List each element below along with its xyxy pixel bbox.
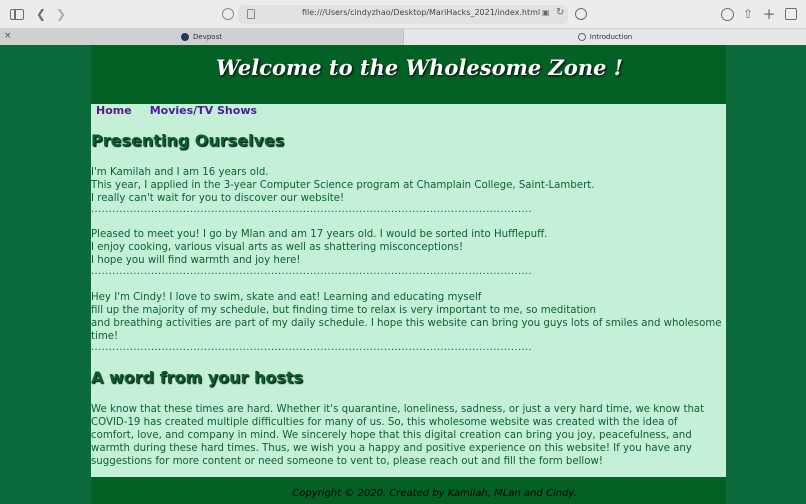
intro-line: I enjoy cooking, various visual arts as well as shattering misconceptions! xyxy=(91,242,464,253)
tab-devpost[interactable] xyxy=(0,29,403,45)
address-bar[interactable] xyxy=(238,5,568,24)
dotted-divider: ............................................................................................................................. xyxy=(91,266,533,277)
intro-line: I really can't wait for you to discover our website! xyxy=(91,193,345,204)
site-title: Welcome to the Wholesome Zone ! xyxy=(216,55,623,80)
tab-label: Introduction xyxy=(589,33,633,41)
back-icon[interactable]: ❮ xyxy=(35,7,47,21)
nav-link-movies-tv-shows[interactable]: Movies/TV Shows xyxy=(149,104,258,117)
intro-kamilah xyxy=(91,166,723,205)
intro-line: I'm Kamilah and I am 16 years old. xyxy=(91,167,269,178)
url-text[interactable]: file:///Users/cindyzhao/Desktop/MariHacks_2021/index.html xyxy=(302,8,541,17)
forward-icon[interactable]: ❯ xyxy=(55,7,67,21)
intro-line: fill up the majority of my schedule, but finding time to relax is very important to me, so meditation xyxy=(91,305,596,316)
intro-mlan xyxy=(91,228,723,267)
web-page xyxy=(0,45,806,504)
intro-line: Pleased to meet you! I go by Mlan and am 17 years old. I would be sorted into Hufflepuff. xyxy=(91,229,548,240)
history-clock-icon[interactable] xyxy=(573,6,589,22)
intro-line: I hope you will find warmth and joy here! xyxy=(91,255,301,266)
browser-toolbar xyxy=(0,0,806,29)
section-heading-presenting: Presenting Ourselves xyxy=(91,131,285,150)
copyright-text: Copyright © 2020. Created by Kamilah, MLan and Cindy. xyxy=(292,488,577,499)
privacy-shield-icon[interactable] xyxy=(220,6,236,22)
new-tab-icon[interactable]: + xyxy=(762,5,776,23)
download-icon[interactable] xyxy=(719,6,735,22)
tab-introduction[interactable] xyxy=(403,29,806,45)
site-footer xyxy=(91,477,726,504)
tab-overview-icon[interactable] xyxy=(783,6,799,22)
reload-icon[interactable]: ↻ xyxy=(556,7,565,18)
page-icon xyxy=(247,9,255,19)
translate-icon[interactable]: ▣ xyxy=(542,8,550,17)
devpost-favicon-icon xyxy=(181,33,189,41)
site-nav xyxy=(96,104,257,119)
intro-line: This year, I applied in the 3-year Computer Science program at Champlain College, Saint-Lambert. xyxy=(91,180,595,191)
site-header xyxy=(91,45,726,104)
content-area xyxy=(91,104,726,477)
sidebar-toggle-icon[interactable] xyxy=(10,9,24,20)
tab-label: Devpost xyxy=(193,33,222,41)
main-column xyxy=(91,45,726,504)
compass-favicon-icon xyxy=(578,33,586,41)
hosts-message: We know that these times are hard. Whether it's quarantine, loneliness, sadness, or just a very hard time, we know that COVID-19 has created multiple difficulties for many of us. So, this wholesome website was created with the idea of comfort, love, and company in mind. We sincerely hope that this digital creation can bring you joy, peacefulness, and warmth during these hard times. Thus, we wish you a happy and positive experience on this website! If you have any suggestions for more content or need someone to vent to, please reach out and fill the form bellow! xyxy=(91,404,705,467)
intro-line: and breathing activities are part of my daily schedule. I hope this website can bring you guys lots of smiles and wholesome time! xyxy=(91,318,722,342)
intro-line: Hey I'm Cindy! I love to swim, skate and eat! Learning and educating myself xyxy=(91,292,482,303)
nav-link-home[interactable]: Home xyxy=(96,104,132,117)
share-icon[interactable]: ⇧ xyxy=(742,7,754,21)
tab-bar xyxy=(0,29,806,45)
section-heading-hosts: A word from your hosts xyxy=(91,368,304,387)
dotted-divider: ............................................................................................................................. xyxy=(91,342,533,353)
dotted-divider: ............................................................................................................................. xyxy=(91,204,533,215)
intro-cindy xyxy=(91,291,723,343)
close-tab-icon[interactable]: × xyxy=(4,31,12,41)
